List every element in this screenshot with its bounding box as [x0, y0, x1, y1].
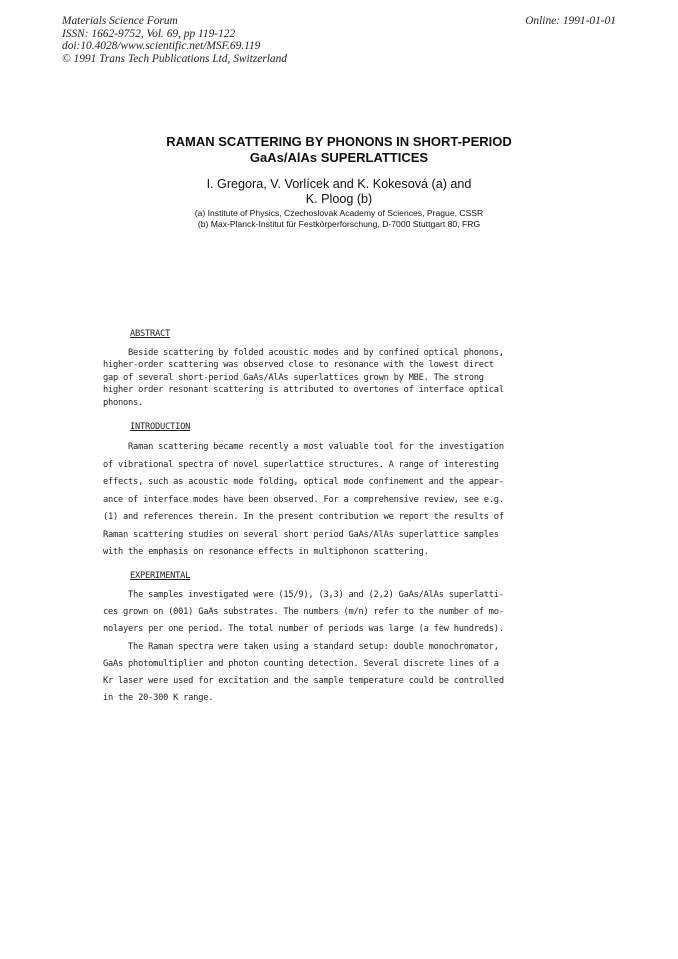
abstract-line: Beside scattering by folded acoustic modes and by confined optical phonons, [103, 348, 504, 358]
authors [0, 177, 678, 206]
abstract-heading: ABSTRACT [130, 329, 171, 339]
introduction-line: of vibrational spectra of novel superlattice structures. A range of interesting [103, 459, 499, 470]
introduction-line: Raman scattering studies on several short period GaAs/AlAs superlattice samples [103, 529, 499, 540]
introduction-line: ance of interface modes have been observed. For a comprehensive review, see e.g. [103, 494, 504, 505]
introduction-line: (1) and references therein. In the present contribution we report the results of [103, 512, 504, 522]
experimental-line: nolayers per one period. The total number of periods was large (a few hundreds). [103, 624, 504, 635]
experimental-body [103, 587, 543, 707]
introduction-line: effects, such as acoustic mode folding, optical mode confinement and the appear- [103, 477, 504, 487]
experimental-line: The Raman spectra were taken using a standard setup: double monochromator, [103, 641, 499, 652]
title-line-2: GaAs/AlAs SUPERLATTICES [249, 150, 429, 165]
experimental-heading: EXPERIMENTAL [130, 571, 191, 581]
abstract-line: phonons. [103, 397, 144, 408]
affiliation-a: (a) Institute of Physics, Czechoslovak Academy of Sciences, Prague, CSSR [194, 208, 484, 218]
abstract-line: higher order resonant scattering is attributed to overtones of interface optical [103, 385, 504, 396]
affiliations [0, 208, 678, 230]
authors-line-2: K. Ploog (b) [305, 191, 373, 206]
title-line-1: RAMAN SCATTERING BY PHONONS IN SHORT-PERIOD [166, 134, 512, 149]
online-date: Online: 1991-01-01 [525, 15, 616, 27]
experimental-line: The samples investigated were (15/9), (3,3) and (2,2) GaAs/AlAs superlatti- [103, 590, 504, 600]
abstract-line: gap of several short-period GaAs/AlAs superlattices grown by MBE. The strong [103, 372, 484, 383]
abstract-body [103, 347, 543, 409]
introduction-body [103, 439, 543, 562]
journal-name: Materials Science Forum [62, 15, 178, 27]
affiliation-b: (b) Max-Planck-Institut für Festkörperforschung, D-7000 Stuttgart 80, FRG [197, 219, 481, 229]
experimental-line: in the 20-300 K range. [103, 693, 214, 704]
experimental-line: ces grown on (001) GaAs substrates. The numbers (m/n) refer to the number of mo- [103, 607, 504, 618]
journal-doi: doi:10.4028/www.scientific.net/MSF.69.119 [62, 40, 261, 53]
journal-issn: ISSN: 1662-9752, Vol. 69, pp 119-122 [62, 27, 236, 40]
introduction-heading: INTRODUCTION [130, 422, 191, 432]
abstract-line: higher-order scattering was observed close to resonance with the lowest direct [103, 360, 494, 371]
journal-info [62, 15, 287, 65]
journal-copyright: © 1991 Trans Tech Publications Ltd, Switzerland [62, 52, 287, 65]
introduction-line: Raman scattering became recently a most valuable tool for the investigation [103, 442, 504, 452]
introduction-line: with the emphasis on resonance effects in multiphonon scattering. [103, 547, 429, 557]
experimental-line: Kr laser were used for excitation and the sample temperature could be controlled [103, 676, 504, 687]
experimental-line: GaAs photomultiplier and photon counting detection. Several discrete lines of a [103, 658, 499, 669]
paper-title [0, 134, 678, 166]
authors-line-1: I. Gregora, V. Vorlícek and K. Kokesová (a) and [206, 177, 472, 191]
